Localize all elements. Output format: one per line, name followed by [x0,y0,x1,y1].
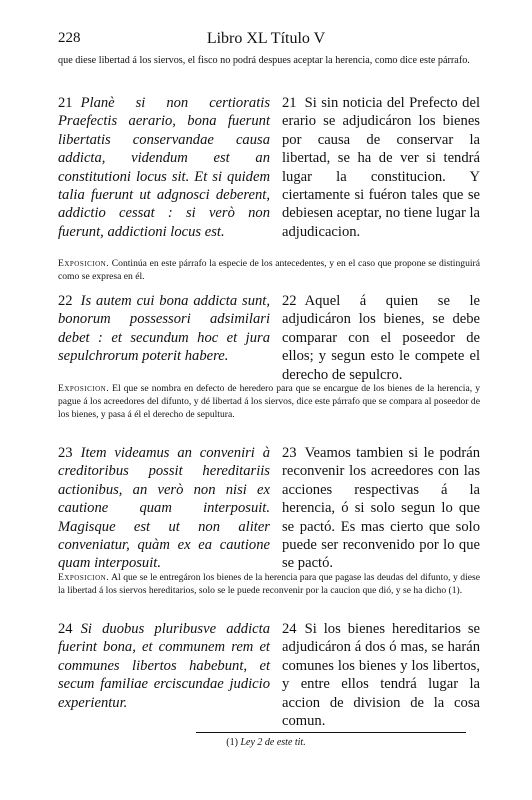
exposicion-1 [58,258,480,284]
exposicion-text: Continúa en este párrafo la especie de los antecedentes, y en el caso que propone se distinguirá como se expresa en él. [58,258,480,282]
exposicion-label: Exposicion. [58,258,110,269]
spanish-body: Aquel á quien se le adjudicáron los bienes, se debe comparar con el poseedor de ellos; y segun esto le compete el derecho de sepulcro. [282,293,480,383]
exposicion-text: El que se nombra en defecto de heredero para que se encargue de los bienes de la herencia, y pague á los acreedores del difunto, y dé libertad á los siervos, dice este párrafo que se compara al poseedor de los bienes, y pasa á él el derecho de sepultura. [58,383,480,420]
section-24 [58,620,480,730]
footnote-text: Ley 2 de este tit. [240,737,306,748]
running-title: Libro XL Título V [206,30,326,47]
exposicion-label: Exposicion. [58,383,110,394]
exposicion-2 [58,383,480,421]
latin-body: Is autem cui bona addicta sunt, bonorum possessori adsimilari debet : et secundum hoc et jura sepulchrorum poterit habere. [58,293,270,365]
section-number: 21 [282,95,297,111]
spanish-text [282,292,480,384]
latin-text [58,444,270,573]
spanish-body: Si los bienes hereditarios se adjudicáron á dos ó mas, se harán comunes los bienes y los libertos, y entre ellos tendrá lugar la accion de division de la cosa comun. [282,621,480,730]
latin-text [58,292,270,366]
section-number: 22 [282,293,297,309]
latin-body: Planè si non certioratis Praefectis aerario, bona fuerunt libertatis conservandae causa addicta, videndum est an constitutioni locus sit. Et si quidem talia fuerunt ut adgnosci deberent, addictio cessat : si verò non fuerunt, addictioni locus est. [58,95,270,240]
section-number: 24 [282,621,297,637]
exposicion-text: Al que se le entregáron los bienes de la herencia para que pagase las deudas del difunto, y diese la libertad á los siervos hereditarios, solo se le puede reconvenir por la caucion que dió, y se ha dicho (1). [58,572,480,596]
section-number: 23 [282,445,297,461]
spanish-body: Si sin noticia del Prefecto del erario se adjudicáron los bienes por causa de conservar la libertad, se ha de ver si tendrá lugar la constitucion. Y ciertamente si fuéron tales que se debiesen aceptar, no tiene lugar la adjudicacion. [282,95,480,240]
latin-text [58,94,270,241]
section-21 [58,94,480,274]
page-number: 228 [58,30,81,46]
spanish-body: Veamos tambien si le podrán reconvenir los acreedores con las acciones respectivas á la herencia, ó si solo segun lo que se pactó. Es mas cierto que solo puede ser reconvenido por lo que se pactó. [282,445,480,572]
spanish-text [282,444,480,573]
spanish-text [282,94,480,241]
section-22 [58,292,480,382]
footnote [0,737,532,748]
intro-paragraph: que diese libertad á los siervos, el fisco no podrá despues aceptar la herencia, como dice este párrafo. [58,55,470,66]
section-23 [58,444,480,574]
footnote-marker: (1) [226,737,238,748]
footnote-divider [196,732,466,733]
section-number: 24 [58,621,73,637]
page-header [58,30,474,50]
section-number: 21 [58,95,73,111]
latin-body: Si duobus pluribusve addicta fuerint bona, et communem rem et communes libertos habebunt, et secum familiae erciscundae judicio experientur. [58,621,270,711]
exposicion-label: Exposicion. [58,572,110,583]
section-number: 22 [58,293,73,309]
exposicion-3 [58,572,480,598]
section-number: 23 [58,445,73,461]
latin-body: Item videamus an conveniri à creditoribus possit hereditariis actionibus, an verò non nisi ex cautione quam interposuit. Magisque est ut non aliter conveniatur, quàm ex ea cautione quam interposuit. [58,445,270,572]
spanish-text [282,620,480,730]
latin-text [58,620,270,712]
